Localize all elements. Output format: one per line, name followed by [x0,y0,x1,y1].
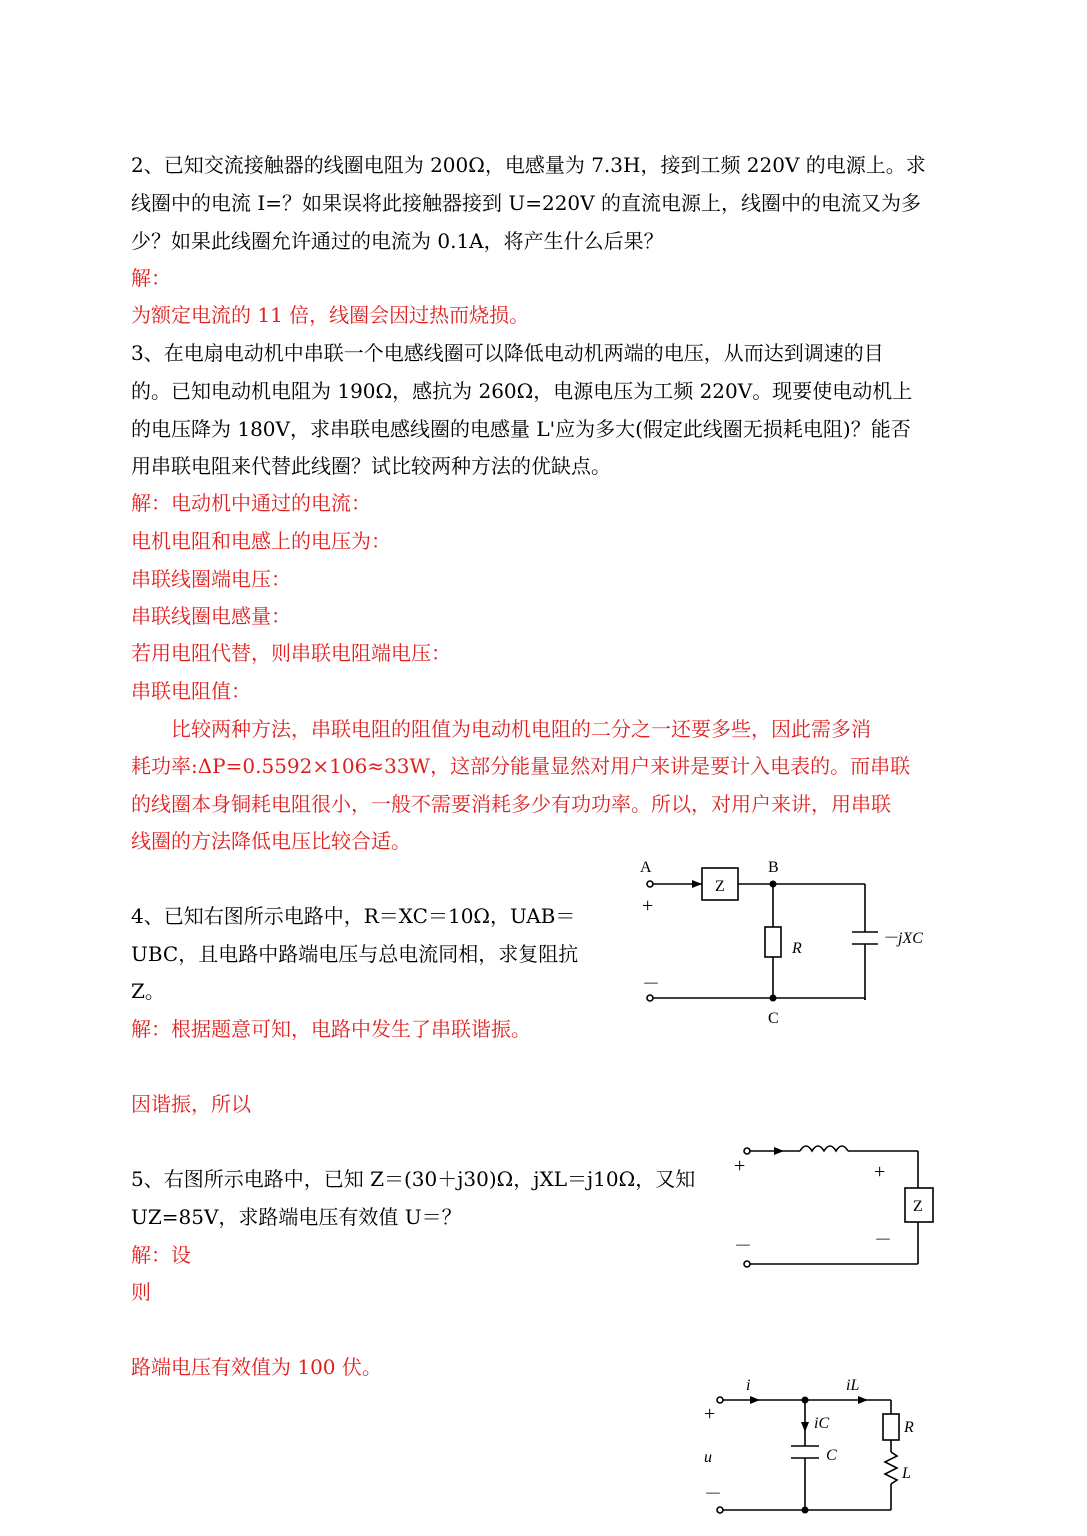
fig2-label-z: Z [913,1198,923,1215]
circuit-diagram-1 [620,850,940,1040]
fig1-label-a: A [640,859,652,876]
fig3-label-i: i [746,1377,751,1394]
p4-line-2: UBC，且电路中路端电压与总电流同相，求复阻抗 [131,942,579,966]
fig3-label-ic: iC [814,1415,830,1432]
fig1-label-z: Z [715,878,725,895]
p5-solution-1: 解：设 [131,1243,191,1267]
fig1-label-c: C [768,1010,779,1027]
p5-solution-3: 路端电压有效值为 100 伏。 [131,1355,382,1379]
fig3-label-l: L [902,1465,911,1482]
p3-solution-4: 串联线圈电感量： [131,604,291,628]
p3-solution-3: 串联线圈端电压： [131,567,291,591]
p4-line-3: Z。 [131,979,165,1003]
p5-line-2: UZ=85V，求路端电压有效值 U＝？ [131,1205,462,1229]
p2-solution-text: 为额定电流的 11 倍，线圈会因过热而烧损。 [131,303,530,327]
p3-line-1: 3、在电扇电动机中串联一个电感线圈可以降低电动机两端的电压，从而达到调速的目 [131,341,884,365]
fig3-label-u: u [704,1449,712,1466]
p2-line-1: 2、已知交流接触器的线圈电阻为 200Ω，电感量为 7.3H，接到工频 220V 的电源上。求 [131,153,926,177]
fig3-plus: + [704,1403,716,1425]
p2-line-2: 线圈中的电流 I=？如果误将此接触器接到 U=220V 的直流电源上，线圈中的电流又为多 [131,191,921,215]
fig1-minus: － [642,974,660,994]
circuit-diagram-3 [690,1370,940,1530]
p3-comparison-1: 比较两种方法，串联电阻的阻值为电动机电阻的二分之一还要多些，因此需多消 [131,717,871,741]
fig3-label-r: R [904,1419,914,1436]
p3-line-2: 的。已知电动机电阻为 190Ω，感抗为 260Ω，电源电压为工频 220V。现要使电动机上 [131,379,913,403]
circuit-diagram-2 [720,1130,950,1280]
p3-comparison-2: 耗功率:ΔP=0.5592×106≈33W，这部分能量显然对用户来讲是要计入电表的。而串联 [131,754,911,778]
p3-solution-5: 若用电阻代替，则串联电阻端电压： [131,641,451,665]
p4-solution-1: 解：根据题意可知，电路中发生了串联谐振。 [131,1017,531,1041]
p4-line-1: 4、已知右图所示电路中，R＝XC＝10Ω，UAB＝ [131,904,576,928]
p5-line-1: 5、右图所示电路中，已知 Z＝(30＋j30)Ω，jXL＝j10Ω，又知 [131,1167,696,1191]
fig3-label-il: iL [846,1377,860,1394]
p3-line-3: 的电压降为 180V，求串联电感线圈的电感量 L'应为多大(假定此线圈无损耗电阻)？能否 [131,417,911,441]
p2-line-3: 少？如果此线圈允许通过的电流为 0.1A，将产生什么后果？ [131,229,664,253]
fig1-label-b: B [768,859,779,876]
p3-solution-6: 串联电阻值： [131,679,251,703]
fig1-label-r: R [792,940,802,957]
fig2-plus-left: + [734,1155,746,1177]
p3-comparison-4: 线圈的方法降低电压比较合适。 [131,829,411,853]
fig2-minus-left: － [734,1236,752,1256]
p3-solution-1: 解：电动机中通过的电流： [131,491,371,515]
fig2-plus-right: + [874,1161,886,1183]
fig2-minus-right: － [874,1230,892,1250]
p5-solution-2: 则 [131,1280,151,1304]
p3-solution-2: 电机电阻和电感上的电压为： [131,529,391,553]
p3-line-4: 用串联电阻来代替此线圈？试比较两种方法的优缺点。 [131,454,611,478]
p4-solution-2: 因谐振，所以 [131,1092,251,1116]
fig1-label-xc: －jXC [882,930,923,947]
p3-comparison-3: 的线圈本身铜耗电阻很小，一般不需要消耗多少有功功率。所以，对用户来讲，用串联 [131,792,891,816]
fig1-plus: + [642,895,654,917]
fig3-label-c: C [826,1447,837,1464]
fig3-minus: － [704,1484,722,1504]
p2-solution-label: 解： [131,266,171,290]
